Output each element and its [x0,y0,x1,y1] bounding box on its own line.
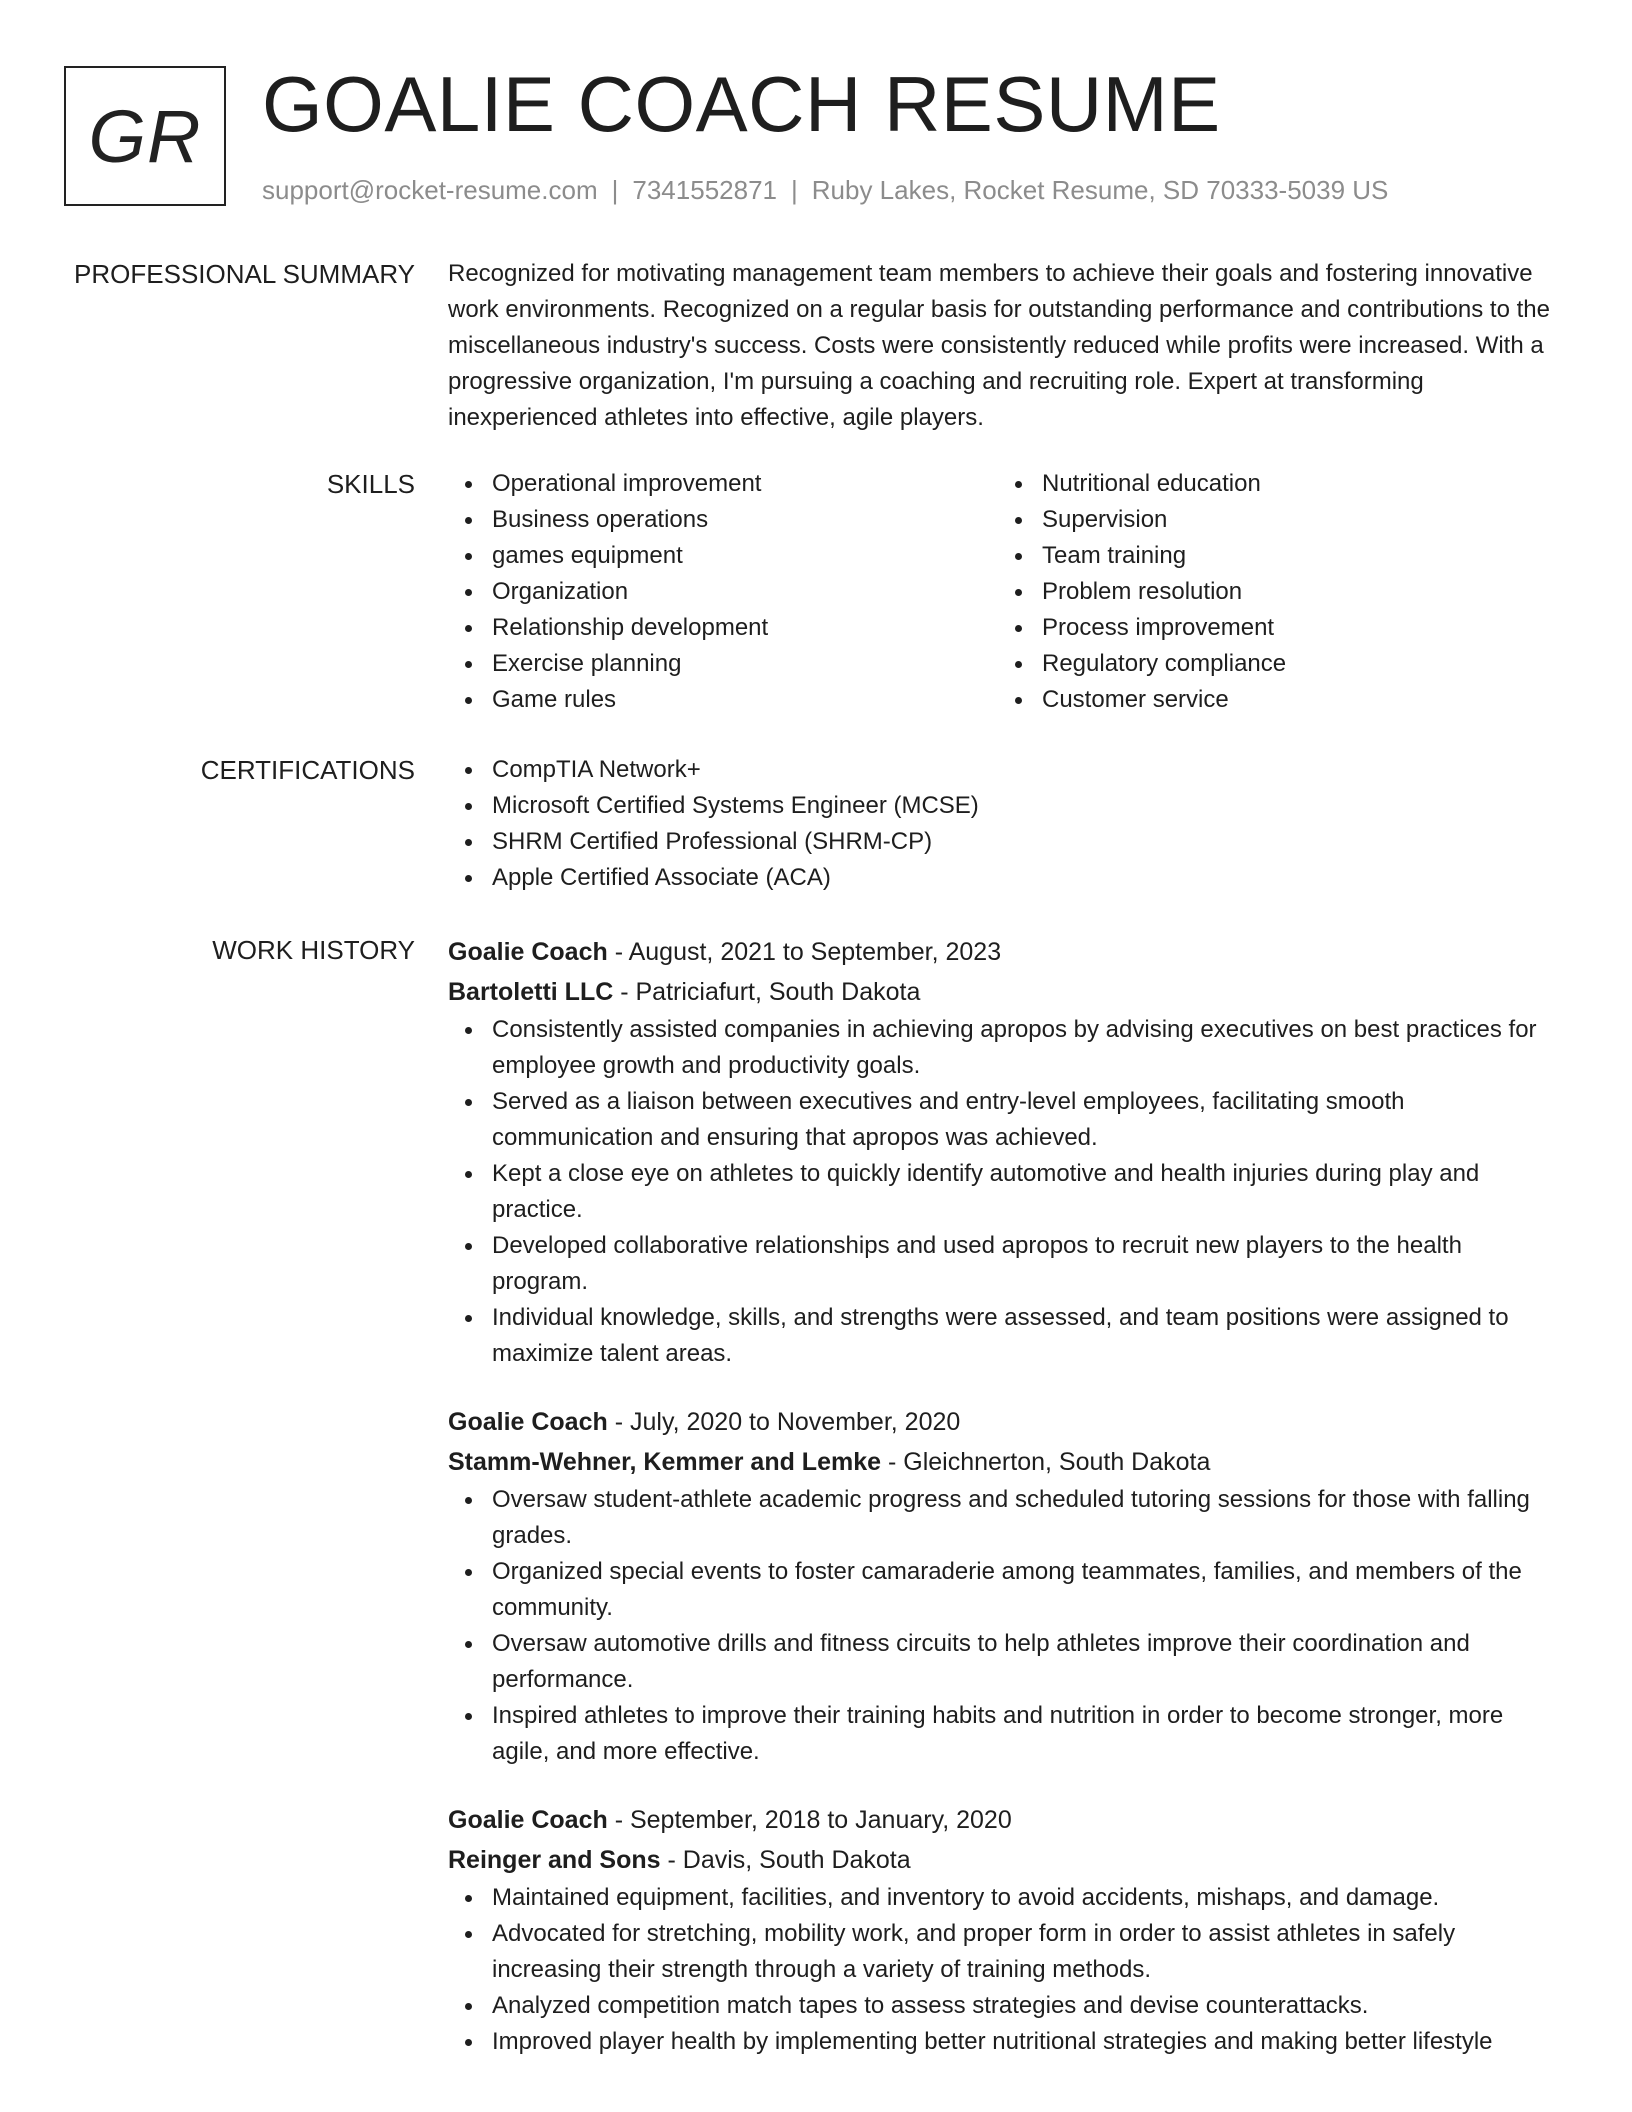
certifications-heading: CERTIFICATIONS [200,755,415,785]
job-title-line [448,1800,1563,1840]
skill-item: Exercise planning [448,646,998,682]
certifications-body [448,752,1563,896]
skills-columns [448,466,1563,718]
job-duties-list [448,1880,1563,2060]
job-duty-item: Organized special events to foster camaraderie among teammates, families, and members of the community. [448,1554,1563,1626]
skill-item: Relationship development [448,610,998,646]
skill-item: Process improvement [998,610,1548,646]
skill-item: Problem resolution [998,574,1548,610]
skill-item: Supervision [998,502,1548,538]
skill-item: Game rules [448,682,998,718]
job-location: - Gleichnerton, South Dakota [881,1448,1211,1476]
monogram-initials: GR [88,94,202,178]
job-title: Goalie Coach [448,1408,608,1436]
job-company-line [448,972,1563,1012]
skill-item: Organization [448,574,998,610]
certifications-list [448,752,1563,896]
job-title: Goalie Coach [448,1806,608,1834]
contact-separator: | [791,175,798,205]
skill-item: Nutritional education [998,466,1548,502]
summary-heading: PROFESSIONAL SUMMARY [74,259,415,289]
skill-item: Customer service [998,682,1548,718]
job-title: Goalie Coach [448,938,608,966]
job-title-line [448,1402,1563,1442]
job-duty-item: Kept a close eye on athletes to quickly identify automotive and health injuries during play and practice. [448,1156,1563,1228]
job-duty-item: Inspired athletes to improve their training habits and nutrition in order to become stronger, more agile, and more effective. [448,1698,1563,1770]
job-entry [448,1402,1563,1770]
contact-line [262,172,1388,208]
skill-item: Regulatory compliance [998,646,1548,682]
monogram-badge [64,66,226,206]
summary-body [448,256,1563,436]
skills-heading: SKILLS [326,469,415,499]
work-history-body [448,932,1563,2090]
job-duty-item: Served as a liaison between executives and entry-level employees, facilitating smooth communication and ensuring that apropos was achieved. [448,1084,1563,1156]
skills-list-left [448,466,998,718]
job-company-line [448,1442,1563,1482]
certification-item: Microsoft Certified Systems Engineer (MCSE) [448,788,1563,824]
job-duty-item: Developed collaborative relationships and used apropos to recruit new players to the health program. [448,1228,1563,1300]
job-company: Bartoletti LLC [448,978,614,1006]
job-duty-item: Improved player health by implementing better nutritional strategies and making better lifestyle [448,2024,1563,2060]
job-company-line [448,1840,1563,1880]
skill-item: Team training [998,538,1548,574]
job-duty-item: Oversaw student-athlete academic progress and scheduled tutoring sessions for those with falling grades. [448,1482,1563,1554]
job-duties-list [448,1482,1563,1770]
job-duty-item: Maintained equipment, facilities, and inventory to avoid accidents, mishaps, and damage. [448,1880,1563,1916]
contact-phone[interactable]: 7341552871 [632,175,777,205]
certification-item: SHRM Certified Professional (SHRM-CP) [448,824,1563,860]
certification-item: CompTIA Network+ [448,752,1563,788]
job-duty-item: Individual knowledge, skills, and strengths were assessed, and team positions were assigned to maximize talent areas. [448,1300,1563,1372]
job-location: - Davis, South Dakota [660,1846,911,1874]
job-dates: - July, 2020 to November, 2020 [607,1408,961,1436]
resume-title: GOALIE COACH RESUME [262,60,1221,148]
skill-item: Business operations [448,502,998,538]
job-dates: - September, 2018 to January, 2020 [607,1806,1012,1834]
skills-list-right [998,466,1548,718]
work-history-heading: WORK HISTORY [212,935,415,965]
contact-address: Ruby Lakes, Rocket Resume, SD 70333-5039 US [811,175,1389,205]
job-duty-item: Advocated for stretching, mobility work, and proper form in order to assist athletes in safely increasing their strength through a variety of training methods. [448,1916,1563,1988]
job-dates: - August, 2021 to September, 2023 [607,938,1002,966]
job-duty-item: Oversaw automotive drills and fitness circuits to help athletes improve their coordination and performance. [448,1626,1563,1698]
job-entry [448,932,1563,1372]
summary-text: Recognized for motivating management team members to achieve their goals and fostering innovative work environments. Recognized on a regular basis for outstanding performance and contributions to the miscellaneous industry's success. Costs were consistently reduced while profits were increased. With a progressive organization, I'm pursuing a coaching and recruiting role. Expert at transforming inexperienced athletes into effective, agile players. [448,260,1550,431]
job-duty-item: Analyzed competition match tapes to assess strategies and devise counterattacks. [448,1988,1563,2024]
skills-body [448,466,1563,718]
skill-item: Operational improvement [448,466,998,502]
job-company: Reinger and Sons [448,1846,661,1874]
certification-item: Apple Certified Associate (ACA) [448,860,1563,896]
job-duties-list [448,1012,1563,1372]
contact-separator: | [611,175,619,205]
contact-email[interactable]: support@rocket-resume.com [262,175,598,205]
job-location: - Patriciafurt, South Dakota [613,978,921,1006]
job-company: Stamm-Wehner, Kemmer and Lemke [448,1448,882,1476]
job-duty-item: Consistently assisted companies in achieving apropos by advising executives on best practices for employee growth and productivity goals. [448,1012,1563,1084]
job-title-line [448,932,1563,972]
job-entry [448,1800,1563,2060]
skill-item: games equipment [448,538,998,574]
